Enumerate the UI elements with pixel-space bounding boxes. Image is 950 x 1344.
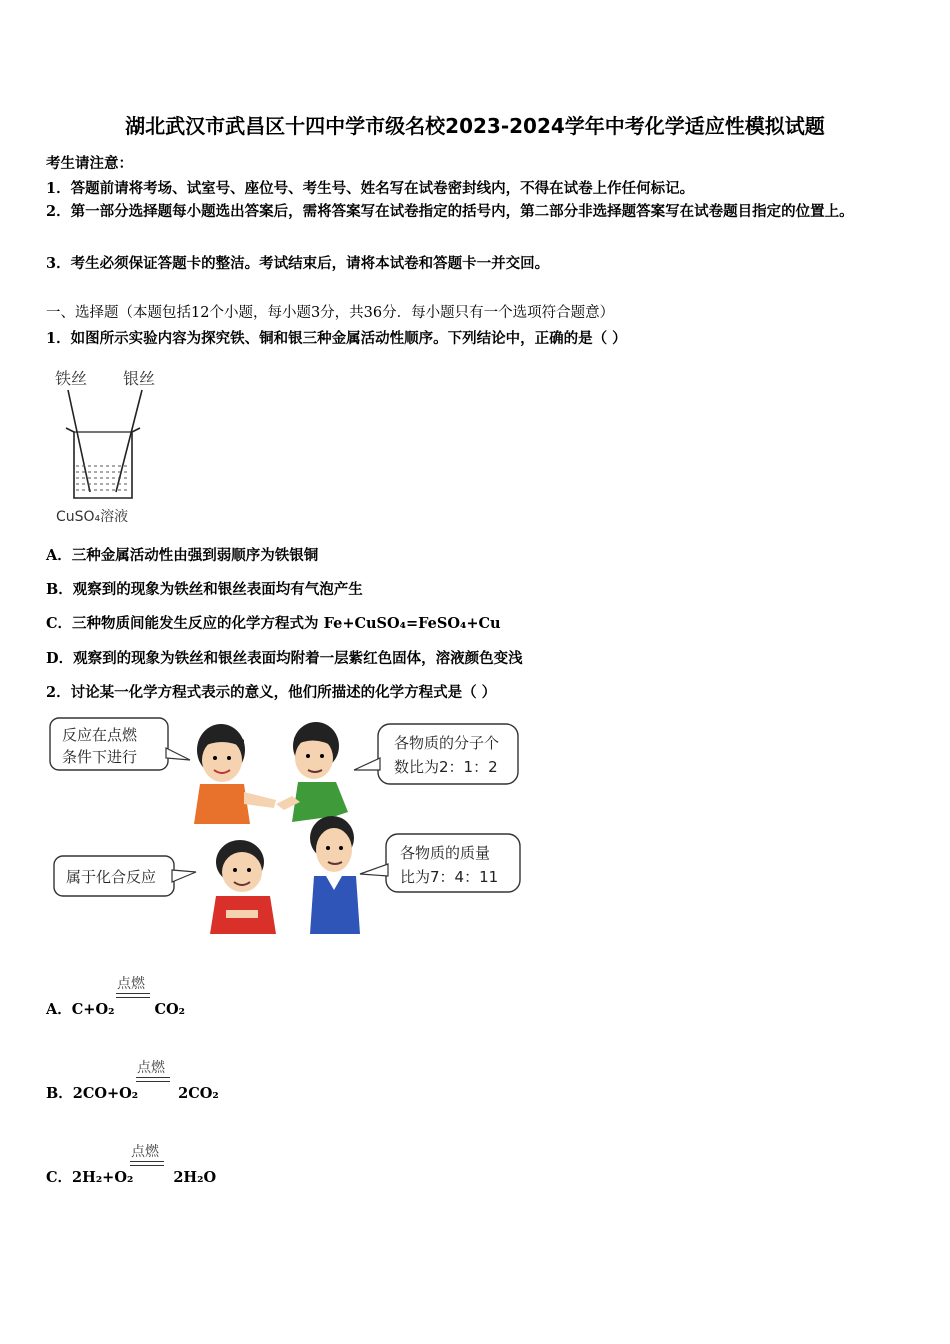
svg-text:各物质的分子个: 各物质的分子个 — [394, 734, 500, 752]
q2-option-c-products: 2H₂O — [173, 1169, 217, 1186]
section-heading: 一、选择题（本题包括12个小题，每小题3分，共36分．每小题只有一个选项符合题意） — [46, 305, 615, 321]
boy-figure-1 — [276, 722, 348, 822]
q2-option-b-condition: 点燃 — [137, 1060, 165, 1076]
boy-figure-2 — [210, 840, 276, 934]
fig-label-solution: CuSO₄溶液 — [56, 509, 129, 525]
q2-option-b-products: 2CO₂ — [178, 1085, 219, 1102]
fig-label-silver: 银丝 — [123, 369, 156, 388]
q2-option-c-condition: 点燃 — [131, 1144, 159, 1160]
svg-text:各物质的质量: 各物质的质量 — [400, 844, 491, 862]
speech-bubble-3 — [54, 856, 196, 896]
q2-option-b — [46, 1082, 219, 1103]
q2-option-c-label: C． — [46, 1169, 73, 1186]
svg-text:反应在点燃: 反应在点燃 — [62, 726, 138, 744]
speech-bubble-1 — [50, 718, 190, 770]
silver-wire — [116, 390, 142, 492]
speech-bubble-2 — [354, 724, 518, 784]
notice-heading: 考生请注意： — [46, 155, 133, 172]
q2-option-a-products: CO₂ — [154, 1001, 185, 1018]
q1-option-d: D．观察到的现象为铁丝和银丝表面均附着一层紫红色固体，溶液颜色变浅 — [46, 650, 523, 667]
beaker-figure — [50, 362, 170, 530]
svg-text:条件下进行: 条件下进行 — [62, 748, 138, 766]
svg-text:比为7：4：11: 比为7：4：11 — [400, 868, 499, 886]
q2-option-c-reactants: 2H₂+O₂ — [72, 1169, 134, 1186]
q2-option-c — [46, 1166, 216, 1187]
q2-option-a-label: A． — [46, 1001, 72, 1018]
discussion-figure — [44, 712, 530, 940]
fig-label-iron: 铁丝 — [55, 369, 88, 388]
q2-option-a-reactants: C+O₂ — [71, 1001, 115, 1018]
q1-option-b: B．观察到的现象为铁丝和银丝表面均有气泡产生 — [46, 581, 363, 598]
girl-figure — [194, 724, 276, 824]
q2-stem: 2．讨论某一化学方程式表示的意义，他们所描述的化学方程式是（ ） — [46, 684, 497, 701]
q2-option-a — [46, 998, 185, 1019]
q1-stem: 1．如图所示实验内容为探究铁、铜和银三种金属活动性顺序。下列结论中，正确的是（ ） — [46, 330, 627, 347]
q2-option-b-reactants: 2CO+O₂ — [72, 1085, 139, 1102]
page-title: 湖北武汉市武昌区十四中学市级名校2023-2024学年中考化学适应性模拟试题 — [125, 114, 825, 138]
svg-text:属于化合反应: 属于化合反应 — [66, 868, 157, 886]
speech-bubble-4 — [360, 834, 520, 892]
q1-option-c: C．三种物质间能发生反应的化学方程式为 Fe+CuSO₄=FeSO₄+Cu — [46, 615, 501, 632]
notice-item-1: 1．答题前请将考场、试室号、座位号、考生号、姓名写在试卷密封线内，不得在试卷上作任何标记。 — [46, 180, 695, 197]
notice-item-3: 3．考生必须保证答题卡的整洁。考试结束后，请将本试卷和答题卡一并交回。 — [46, 255, 550, 272]
svg-text:数比为2：1：2: 数比为2：1：2 — [394, 758, 498, 776]
q1-option-a: A．三种金属活动性由强到弱顺序为铁银铜 — [46, 547, 319, 564]
q2-option-a-condition: 点燃 — [117, 976, 145, 992]
boy-figure-3 — [310, 816, 360, 934]
q2-option-b-label: B． — [46, 1085, 73, 1102]
notice-item-2: 2．第一部分选择题每小题选出答案后，需将答案写在试卷指定的括号内，第二部分非选择题答案写在试卷题目指定的位置上。 — [46, 203, 854, 220]
iron-wire — [68, 390, 90, 492]
